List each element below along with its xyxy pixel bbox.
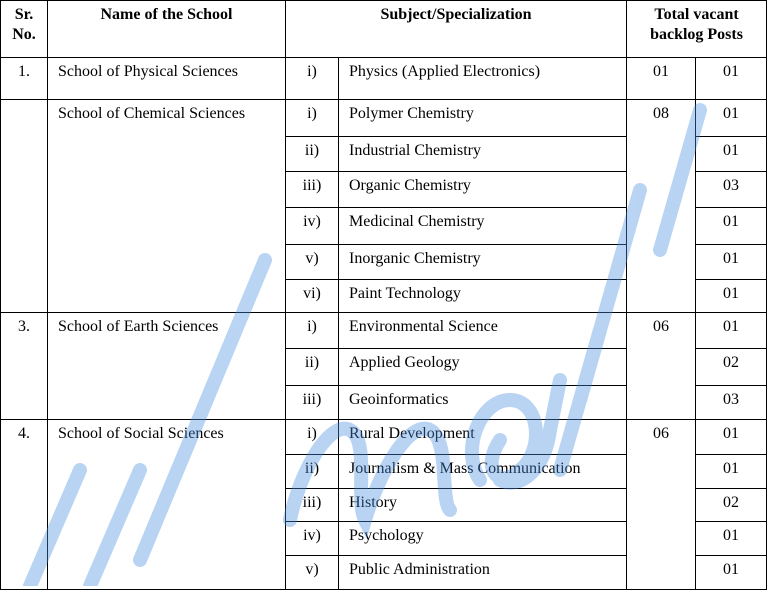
table-row [1,58,767,100]
school-cell: School of Physical Sciences [48,58,286,100]
num-cell: iv) [286,208,339,245]
total-cell: 06 [627,420,696,590]
posts-cell: 01 [696,137,767,172]
sr-cell: 3. [1,313,48,420]
num-cell: i) [286,58,339,100]
table-row [1,100,767,137]
sr-cell: 4. [1,420,48,590]
posts-cell: 01 [696,556,767,590]
num-cell: vi) [286,280,339,313]
num-cell: iv) [286,522,339,556]
num-cell: ii) [286,137,339,172]
num-cell: i) [286,100,339,137]
num-cell: i) [286,313,339,349]
posts-cell: 03 [696,386,767,420]
subject-cell: Applied Geology [339,349,627,386]
subject-cell: Rural Development [339,420,627,455]
table-row [1,420,767,455]
subject-cell: Organic Chemistry [339,172,627,208]
posts-cell: 01 [696,58,767,100]
total-cell: 01 [627,58,696,100]
table-row [1,313,767,349]
subject-cell: Journalism & Mass Communication [339,455,627,489]
total-cell: 06 [627,313,696,420]
posts-cell: 01 [696,313,767,349]
posts-cell: 02 [696,489,767,522]
subject-cell: Polymer Chemistry [339,100,627,137]
posts-cell: 03 [696,172,767,208]
posts-cell: 01 [696,420,767,455]
subject-cell: Industrial Chemistry [339,137,627,172]
num-cell: v) [286,556,339,590]
subject-cell: Medicinal Chemistry [339,208,627,245]
school-cell: School of Chemical Sciences [48,100,286,313]
num-cell: iii) [286,386,339,420]
subject-cell: Environmental Science [339,313,627,349]
posts-cell: 01 [696,245,767,280]
header-total: Total vacant backlog Posts [627,1,767,58]
subject-cell: Psychology [339,522,627,556]
subject-cell: Geoinformatics [339,386,627,420]
num-cell: i) [286,420,339,455]
num-cell: iii) [286,172,339,208]
num-cell: ii) [286,455,339,489]
header-row [1,1,767,58]
posts-cell: 02 [696,349,767,386]
num-cell: iii) [286,489,339,522]
posts-cell: 01 [696,100,767,137]
subject-cell: Public Administration [339,556,627,590]
header-school: Name of the School [48,1,286,58]
posts-cell: 01 [696,208,767,245]
header-sr: Sr. No. [1,1,48,58]
subject-cell: Physics (Applied Electronics) [339,58,627,100]
header-subject: Subject/Specialization [286,1,627,58]
total-cell: 08 [627,100,696,313]
posts-cell: 01 [696,280,767,313]
num-cell: v) [286,245,339,280]
sr-cell [1,100,48,313]
school-cell: School of Social Sciences [48,420,286,590]
num-cell: ii) [286,349,339,386]
subject-cell: Paint Technology [339,280,627,313]
school-cell: School of Earth Sciences [48,313,286,420]
posts-cell: 01 [696,522,767,556]
subject-cell: History [339,489,627,522]
posts-cell: 01 [696,455,767,489]
sr-cell: 1. [1,58,48,100]
subject-cell: Inorganic Chemistry [339,245,627,280]
